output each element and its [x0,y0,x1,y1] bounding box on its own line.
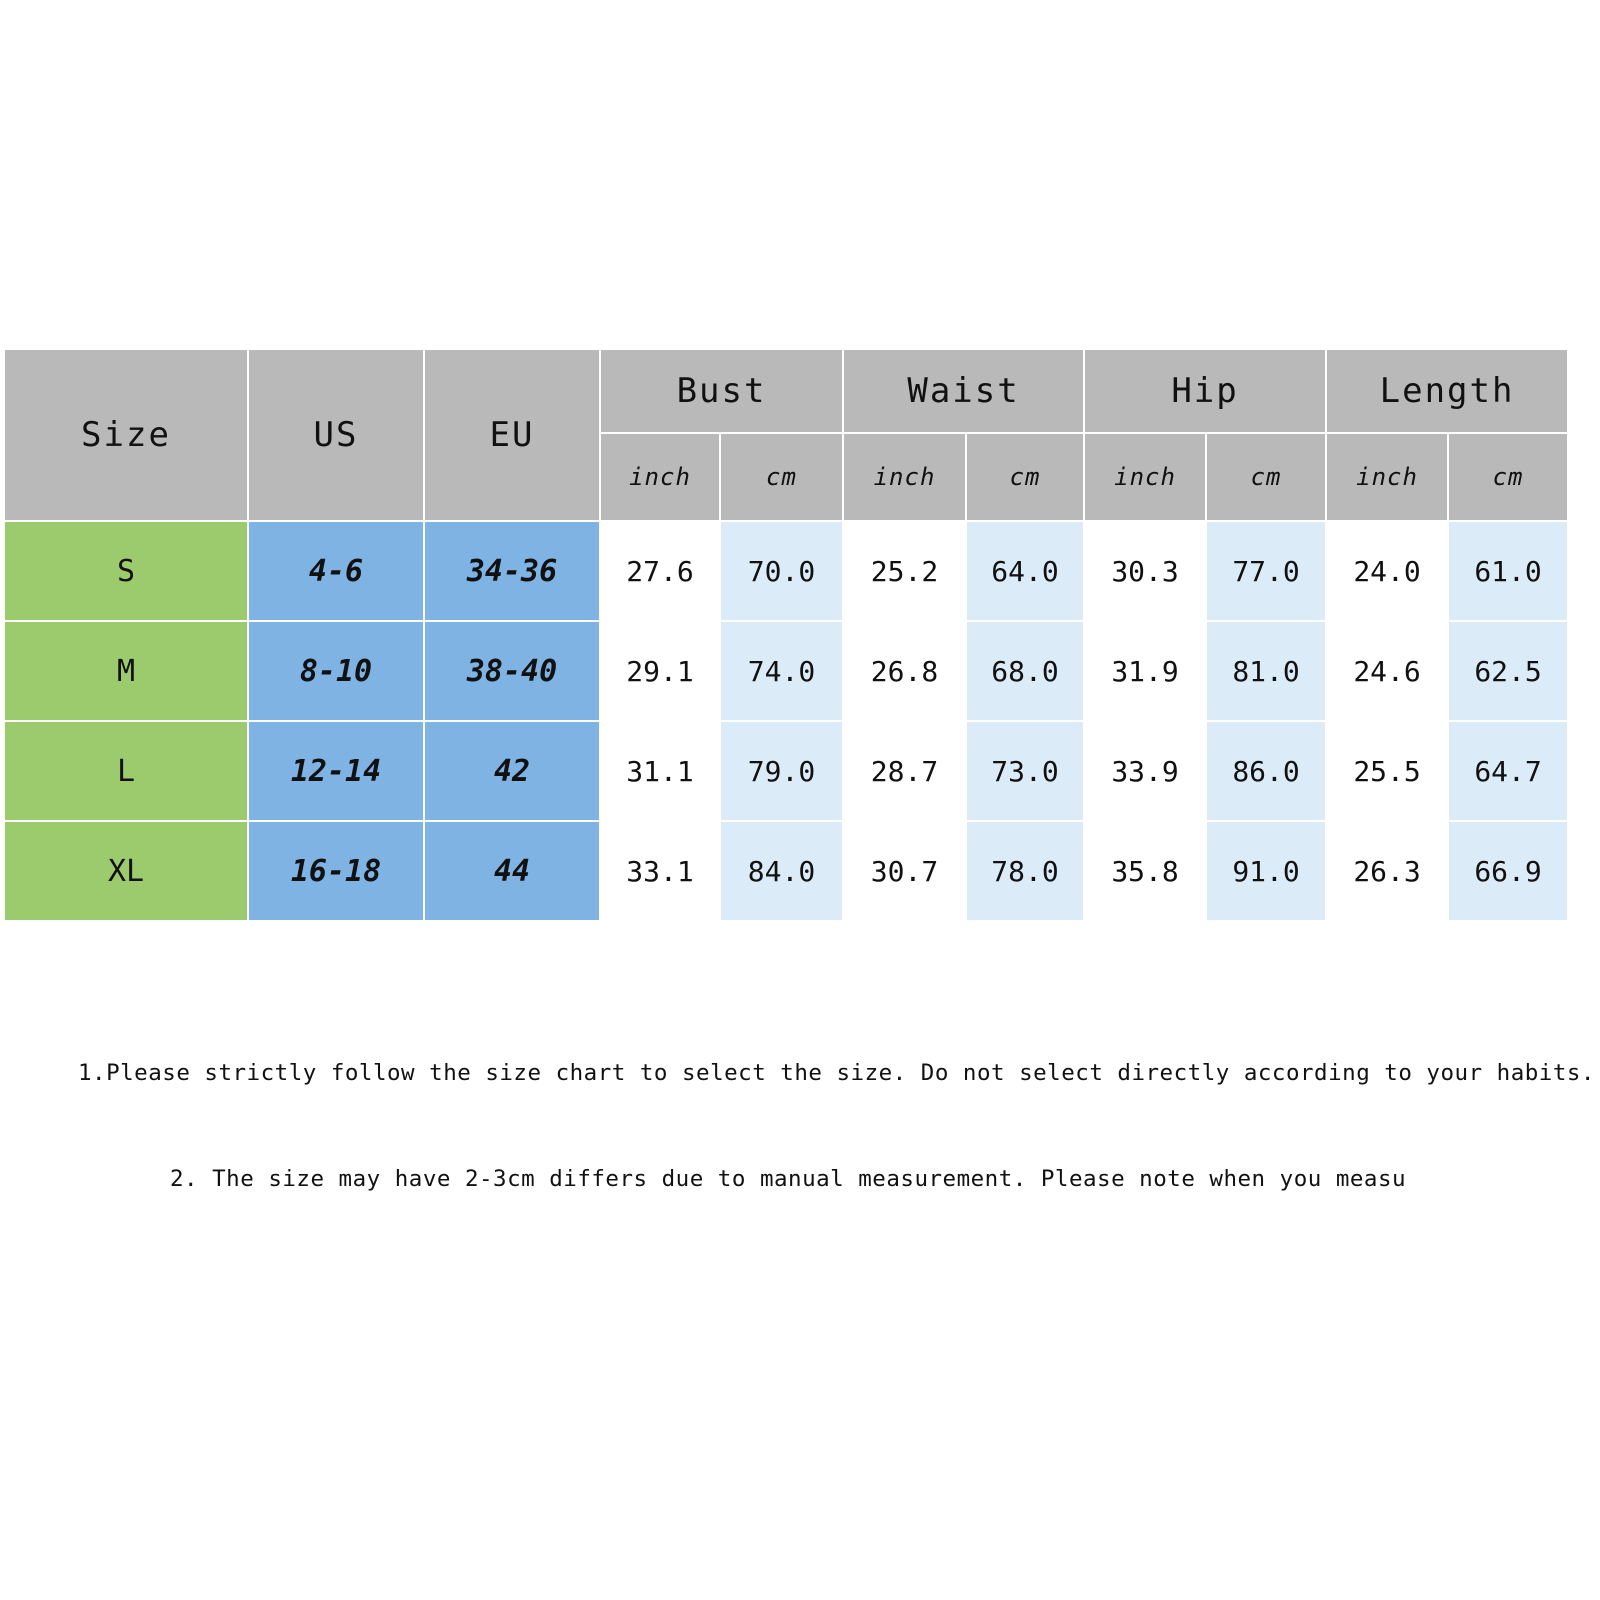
header-waist-inch: inch [843,433,966,521]
cell-waist-inch: 28.7 [843,721,966,821]
header-waist: Waist [843,349,1084,433]
cell-us: 16-18 [248,821,424,921]
header-hip: Hip [1084,349,1326,433]
table-row [4,821,1568,921]
cell-bust-inch: 31.1 [600,721,720,821]
cell-us: 12-14 [248,721,424,821]
cell-length-inch: 25.5 [1326,721,1448,821]
cell-length-inch: 24.6 [1326,621,1448,721]
cell-hip-inch: 33.9 [1084,721,1206,821]
cell-hip-cm: 91.0 [1206,821,1326,921]
note-2: 2. The size may have 2-3cm differs due to manual measurement. Please note when you measu [170,1166,1407,1192]
cell-hip-cm: 81.0 [1206,621,1326,721]
cell-us: 8-10 [248,621,424,721]
header-bust: Bust [600,349,843,433]
cell-waist-cm: 64.0 [966,521,1084,621]
cell-bust-cm: 70.0 [720,521,843,621]
cell-length-cm: 61.0 [1448,521,1568,621]
cell-eu: 38-40 [424,621,600,721]
cell-length-cm: 62.5 [1448,621,1568,721]
cell-bust-cm: 79.0 [720,721,843,821]
cell-hip-inch: 30.3 [1084,521,1206,621]
table-header-row-groups [4,349,1568,433]
table-row [4,521,1568,621]
header-bust-cm: cm [720,433,843,521]
header-length-cm: cm [1448,433,1568,521]
cell-length-cm: 64.7 [1448,721,1568,821]
cell-eu: 42 [424,721,600,821]
cell-eu: 44 [424,821,600,921]
cell-length-cm: 66.9 [1448,821,1568,921]
cell-size: XL [4,821,248,921]
header-us: US [248,349,424,521]
cell-waist-inch: 25.2 [843,521,966,621]
header-eu: EU [424,349,600,521]
cell-hip-inch: 31.9 [1084,621,1206,721]
cell-size: S [4,521,248,621]
cell-length-inch: 24.0 [1326,521,1448,621]
header-length-inch: inch [1326,433,1448,521]
header-bust-inch: inch [600,433,720,521]
cell-hip-cm: 86.0 [1206,721,1326,821]
cell-waist-inch: 26.8 [843,621,966,721]
cell-bust-inch: 27.6 [600,521,720,621]
cell-size: L [4,721,248,821]
cell-waist-cm: 68.0 [966,621,1084,721]
cell-bust-cm: 84.0 [720,821,843,921]
cell-us: 4-6 [248,521,424,621]
header-hip-cm: cm [1206,433,1326,521]
size-chart-table [3,348,1569,922]
cell-size: M [4,621,248,721]
header-size: Size [4,349,248,521]
note-1: 1.Please strictly follow the size chart to select the size. Do not select directly according to your habits. [78,1060,1595,1086]
cell-bust-inch: 29.1 [600,621,720,721]
cell-waist-cm: 78.0 [966,821,1084,921]
cell-hip-inch: 35.8 [1084,821,1206,921]
cell-bust-inch: 33.1 [600,821,720,921]
header-hip-inch: inch [1084,433,1206,521]
cell-length-inch: 26.3 [1326,821,1448,921]
cell-hip-cm: 77.0 [1206,521,1326,621]
cell-waist-inch: 30.7 [843,821,966,921]
table-row [4,621,1568,721]
cell-waist-cm: 73.0 [966,721,1084,821]
header-length: Length [1326,349,1568,433]
table-row [4,721,1568,821]
cell-eu: 34-36 [424,521,600,621]
header-waist-cm: cm [966,433,1084,521]
cell-bust-cm: 74.0 [720,621,843,721]
